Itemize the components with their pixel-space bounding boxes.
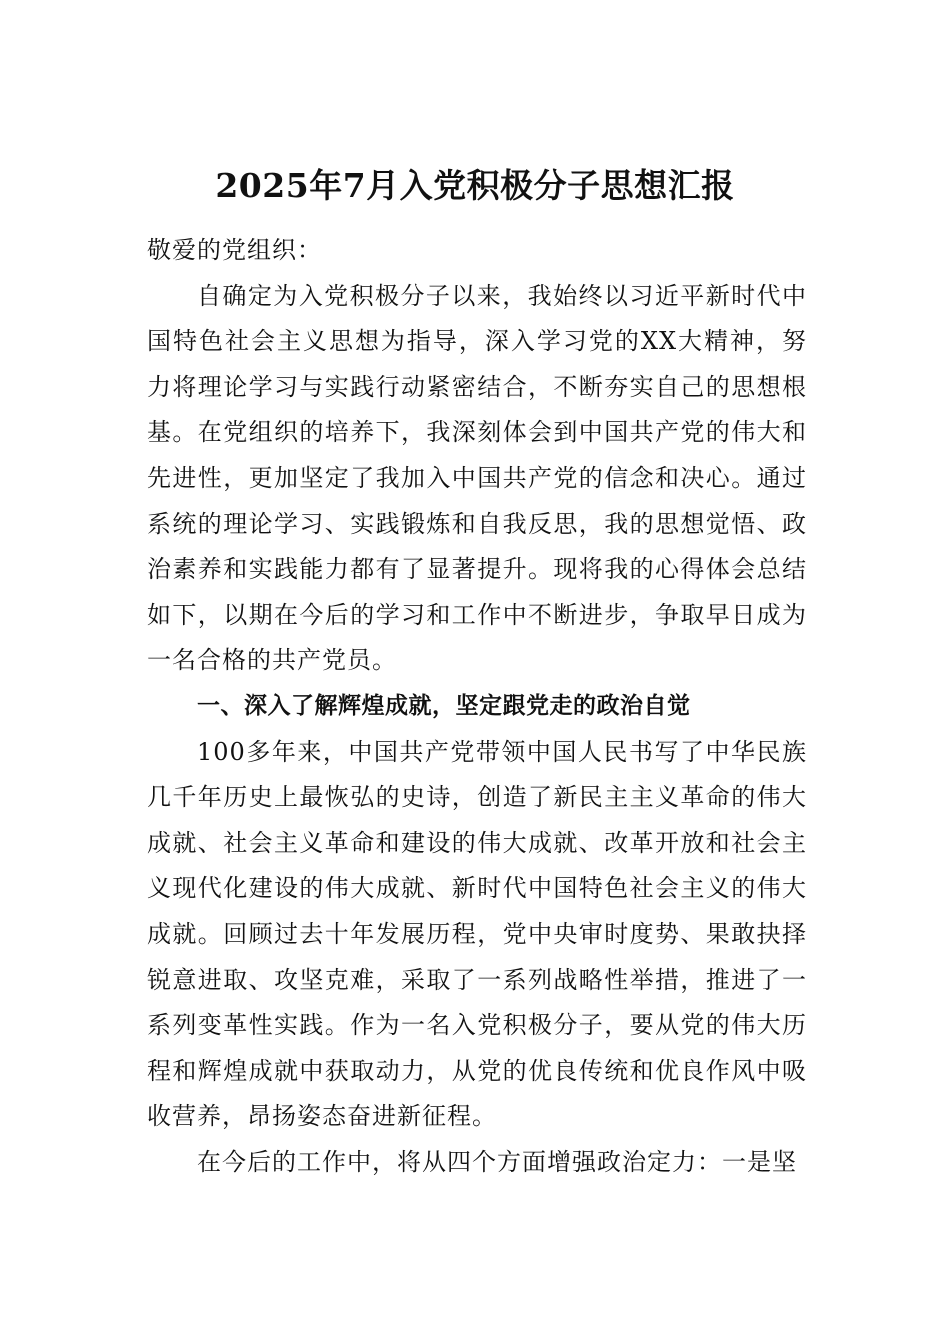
document-title: 2025年7月入党积极分子思想汇报	[215, 166, 735, 205]
paragraph-intro: 自确定为入党积极分子以来，我始终以习近平新时代中国特色社会主义思想为指导，深入学习党的XX大精神，努力将理论学习与实践行动紧密结合，不断夯实自己的思想根基。在党组织的培养下，我深刻体会到中国共产党的伟大和先进性，更加坚定了我加入中国共产党的信念和决心。通过系统的理论学习、实践锻炼和自我反思，我的思想觉悟、政治素养和实践能力都有了显著提升。现将我的心得体会总结如下，以期在今后的学习和工作中不断进步，争取早日成为一名合格的共产党员。	[147, 281, 807, 675]
section-heading: 一、深入了解辉煌成就，坚定跟党走的政治自觉	[197, 692, 691, 719]
document-body	[147, 228, 807, 1185]
paragraph-future-work: 在今后的工作中，将从四个方面增强政治定力：一是坚	[197, 1147, 797, 1176]
salutation: 敬爱的党组织：	[147, 236, 322, 264]
paragraph-achievements: 100多年来，中国共产党带领中国人民书写了中华民族几千年历史上最恢弘的史诗，创造了新民主主义革命的伟大成就、社会主义革命和建设的伟大成就、改革开放和社会主义现代化建设的伟大成就、新时代中国特色社会主义的伟大成就。回顾过去十年发展历程，党中央审时度势、果敢抉择锐意进取、攻坚克难，采取了一系列战略性举措，推进了一系列变革性实践。作为一名入党积极分子，要从党的伟大历程和辉煌成就中获取动力，从党的优良传统和优良作风中吸收营养，昂扬姿态奋进新征程。	[147, 737, 807, 1131]
